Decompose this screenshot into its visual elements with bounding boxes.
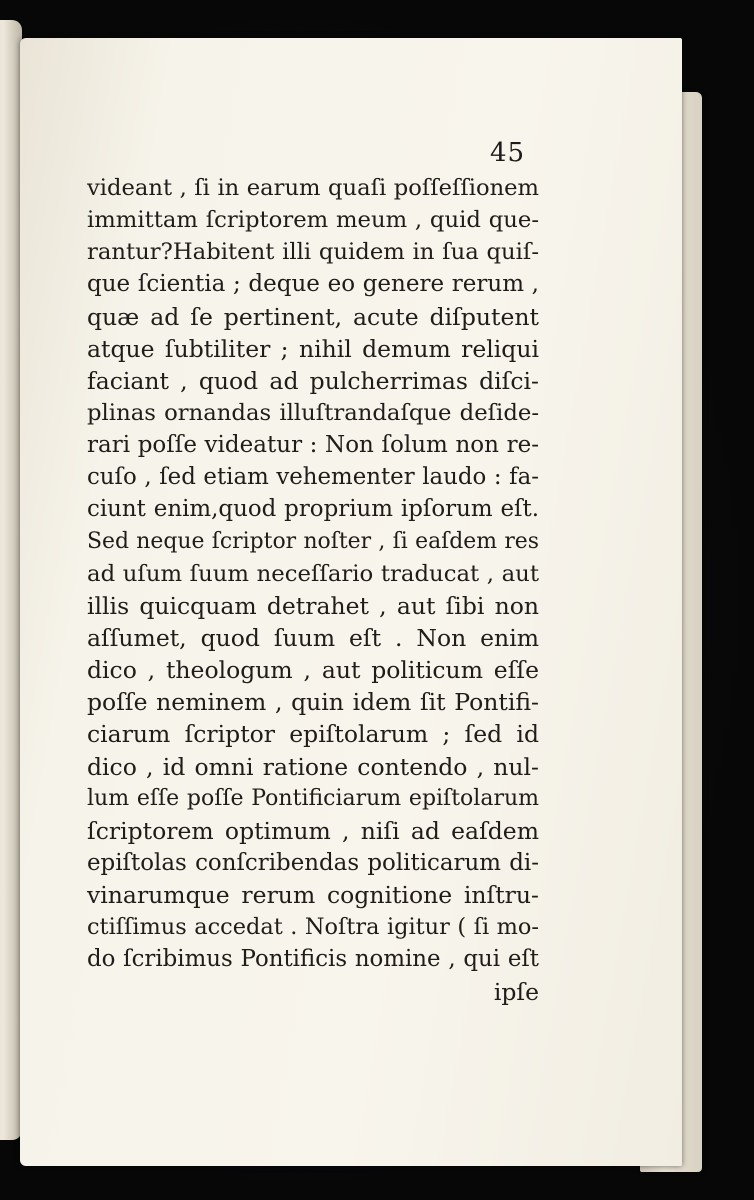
- text-line: dico , id omni ratione contendo , nul-: [87, 752, 539, 781]
- text-line: immittam ſcriptorem meum , quid que-: [87, 207, 539, 234]
- text-line: lum eſſe poſſe Pontificiarum epiſtolarum: [87, 785, 539, 811]
- text-line: ſcriptorem optimum , niſi ad eaſdem: [87, 816, 539, 845]
- text-line: videant , ſi in earum quaſi poſſeſſionem: [87, 175, 539, 201]
- text-line: poſſe neminem , quin idem ſit Pontifi-: [87, 688, 539, 717]
- text-line: vinarumque rerum cognitione inſtru-: [87, 881, 539, 910]
- text-line: faciant , quod ad pulcherrimas diſci-: [87, 366, 539, 395]
- text-line: quæ ad ſe pertinent, acute diſputent: [87, 302, 539, 331]
- text-line: que ſcientia ; deque eo genere rerum ,: [87, 271, 539, 298]
- text-line: plinas ornandas illuſtrandaſque deſide-: [87, 399, 539, 426]
- text-line: ciunt enim,quod proprium ipſorum eſt.: [87, 496, 539, 523]
- text-line: cuſo , ſed etiam vehementer laudo : fa-: [87, 464, 539, 491]
- page-text: [87, 172, 539, 1008]
- text-line: ad uſum ſuum neceſſario traducat , aut: [87, 560, 539, 587]
- text-line: Sed neque ſcriptor noſter , ſi eaſdem res: [87, 528, 539, 554]
- text-line: rari poſſe videatur : Non ſolum non re-: [87, 432, 539, 459]
- text-line: ctiſſimus accedat . Noſtra igitur ( ſi mo-: [87, 914, 539, 941]
- previous-page-edge: [0, 20, 22, 1140]
- text-line: ciarum ſcriptor epiſtolarum ; ſed id: [87, 720, 539, 749]
- text-line: atque ſubtiliter ; nihil demum reliqui: [87, 334, 539, 363]
- text-line: epiſtolas conſcribendas politicarum di-: [87, 849, 539, 876]
- text-line: do ſcribimus Pontificis nomine , qui eſt: [87, 946, 539, 973]
- text-line: rantur?Habitent illi quidem in ſua quiſ-: [87, 239, 539, 266]
- catchword: ipſe: [493, 977, 539, 1006]
- text-line: illis quicquam detrahet , aut ſibi non: [87, 591, 539, 620]
- text-line: aſſumet, quod ſuum eſt . Non enim: [87, 623, 539, 652]
- text-line: dico , theologum , aut politicum eſſe: [87, 656, 539, 685]
- page-number: 45: [490, 138, 526, 168]
